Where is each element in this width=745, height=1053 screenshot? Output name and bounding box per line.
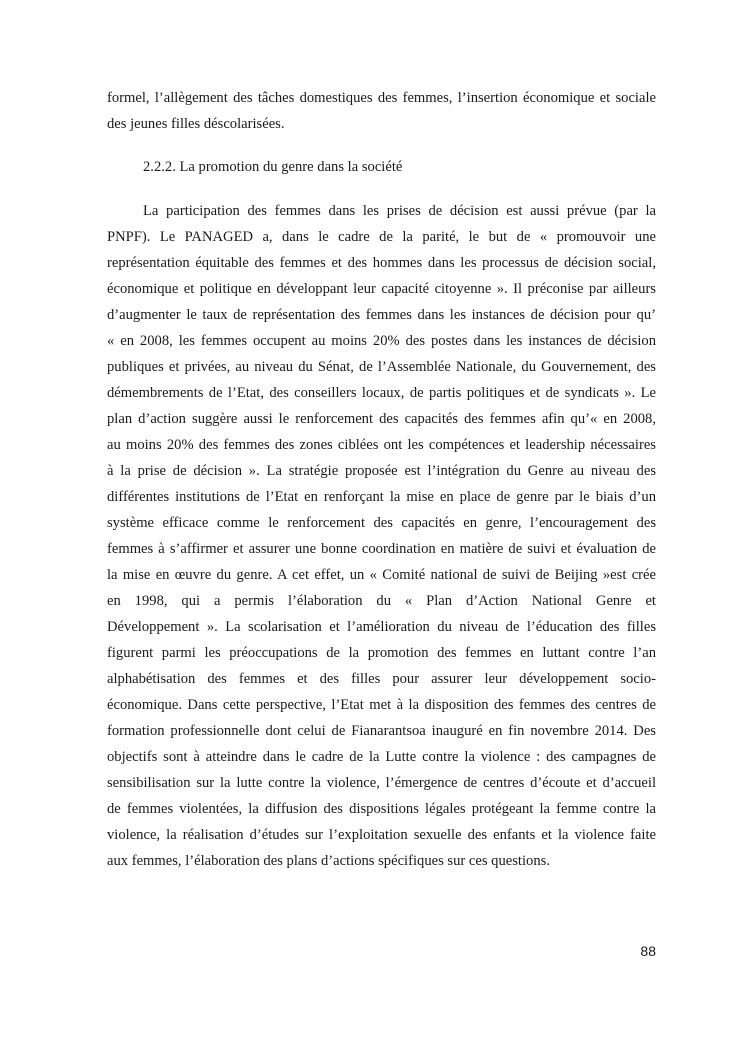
text-line: alphabétisation des femmes et des filles pour assurer leur développement socio- <box>107 671 656 687</box>
text-line: à la prise de décision ». La stratégie proposée est l’intégration du Genre au niveau des <box>107 463 656 479</box>
text-line: sensibilisation sur la lutte contre la violence, l’émergence de centres d’écoute et d’accueil <box>107 775 656 791</box>
page-number: 88 <box>640 943 656 959</box>
text-line: PNPF). Le PANAGED a, dans le cadre de la parité, le but de « promouvoir une <box>107 229 656 245</box>
text-line: économique et politique en développant leur capacité citoyenne ». Il préconise par ailleurs <box>107 281 656 297</box>
text-line: formation professionnelle dont celui de Fianarantsoa inauguré en fin novembre 2014. Des <box>107 723 656 739</box>
text-line: « en 2008, les femmes occupent au moins 20% des postes dans les instances de décision <box>107 333 656 349</box>
text-line: La participation des femmes dans les prises de décision est aussi prévue (par la <box>143 203 656 219</box>
text-line: aux femmes, l’élaboration des plans d’actions spécifiques sur ces questions. <box>107 853 550 869</box>
text-line: violence, la réalisation d’études sur l’exploitation sexuelle des enfants et la violence faite <box>107 827 656 843</box>
text-line: formel, l’allègement des tâches domestiques des femmes, l’insertion économique et sociale <box>107 90 656 106</box>
text-line: objectifs sont à atteindre dans le cadre de la Lutte contre la violence : des campagnes de <box>107 749 656 765</box>
text-line: en 1998, qui a permis l’élaboration du « Plan d’Action National Genre et <box>107 593 656 609</box>
text-line: différentes institutions de l’Etat en renforçant la mise en place de genre par le biais d’un <box>107 489 656 505</box>
text-line: figurent parmi les préoccupations de la promotion des femmes en luttant contre l’an <box>107 645 656 661</box>
text-line: des jeunes filles déscolarisées. <box>107 116 285 132</box>
text-line: démembrements de l’Etat, des conseillers locaux, de partis politiques et de syndicats ». Le <box>107 385 656 401</box>
text-line: économique. Dans cette perspective, l’Etat met à la disposition des femmes des centres de <box>107 697 656 713</box>
text-line: publiques et privées, au niveau du Sénat, de l’Assemblée Nationale, du Gouvernement, des <box>107 359 656 375</box>
text-line: représentation équitable des femmes et des hommes dans les processus de décision social, <box>107 255 656 271</box>
text-line: Développement ». La scolarisation et l’amélioration du niveau de l’éducation des filles <box>107 619 656 635</box>
section-heading: 2.2.2. La promotion du genre dans la société <box>143 159 403 175</box>
text-line: femmes à s’affirmer et assurer une bonne coordination en matière de suivi et évaluation de <box>107 541 656 557</box>
text-line: de femmes violentées, la diffusion des dispositions légales protégeant la femme contre la <box>107 801 656 817</box>
text-line: plan d’action suggère aussi le renforcement des capacités des femmes afin qu’« en 2008, <box>107 411 656 427</box>
text-line: au moins 20% des femmes des zones ciblées ont les compétences et leadership nécessaires <box>107 437 656 453</box>
text-line: système efficace comme le renforcement des capacités en genre, l’encouragement des <box>107 515 656 531</box>
text-line: d’augmenter le taux de représentation des femmes dans les instances de décision pour qu’ <box>107 307 656 323</box>
text-line: la mise en œuvre du genre. A cet effet, un « Comité national de suivi de Beijing »est crée <box>107 567 656 583</box>
